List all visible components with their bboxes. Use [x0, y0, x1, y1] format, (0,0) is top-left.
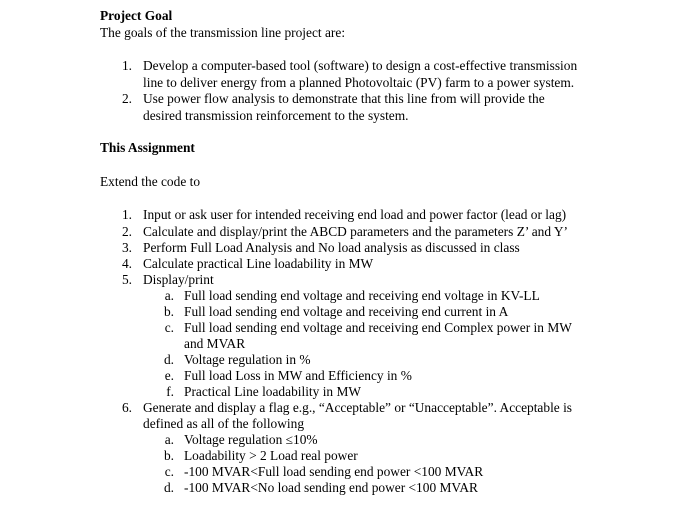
goal-item-2-marker: 2.: [121, 91, 132, 106]
task-6c-text: -100 MVAR<Full load sending end power <100 MVAR: [184, 464, 484, 479]
task-6c-marker: c.: [164, 464, 174, 479]
task-5b-text: Full load sending end voltage and receiving end current in A: [184, 304, 509, 319]
task-6-line-1: Generate and display a flag e.g., “Acceptable” or “Unacceptable”. Acceptable is: [143, 400, 573, 415]
task-6d-text: -100 MVAR<No load sending end power <100 MVAR: [184, 480, 478, 495]
task-6b-marker: b.: [163, 448, 174, 463]
task-5f-text: Practical Line loadability in MW: [184, 384, 362, 399]
goal-item-1-line-1: Develop a computer-based tool (software) to design a cost-effective transmission: [143, 58, 578, 73]
task-4-marker: 4.: [121, 256, 132, 271]
task-6a-text: Voltage regulation ≤10%: [184, 432, 318, 447]
task-5c-marker: c.: [164, 320, 174, 335]
goal-item-1-line-2: line to deliver energy from a planned Photovoltaic (PV) farm to a power system.: [143, 75, 575, 90]
task-3-text: Perform Full Load Analysis and No load analysis as discussed in class: [143, 240, 520, 255]
assignment-heading: This Assignment: [100, 140, 195, 155]
task-6b-text: Loadability > 2 Load real power: [184, 448, 358, 463]
task-5-marker: 5.: [121, 272, 132, 287]
task-5a-text: Full load sending end voltage and receiving end voltage in KV-LL: [184, 288, 540, 303]
task-4-text: Calculate practical Line loadability in MW: [143, 256, 374, 271]
task-5b-marker: b.: [163, 304, 174, 319]
task-5d-marker: d.: [163, 352, 174, 367]
task-5c-line-2: and MVAR: [184, 336, 246, 351]
goal-item-2-line-2: desired transmission reinforcement to the system.: [143, 108, 409, 123]
task-6-marker: 6.: [121, 400, 132, 415]
task-6-line-2: defined as all of the following: [143, 416, 305, 431]
task-5e-marker: e.: [164, 368, 174, 383]
task-5f-marker: f.: [166, 384, 174, 399]
task-6a-marker: a.: [164, 432, 174, 447]
task-5-text: Display/print: [143, 272, 214, 287]
task-2-text: Calculate and display/print the ABCD parameters and the parameters Z’ and Y’: [143, 224, 569, 239]
task-5c-line-1: Full load sending end voltage and receiving end Complex power in MW: [184, 320, 572, 335]
task-5e-text: Full load Loss in MW and Efficiency in %: [184, 368, 412, 383]
task-1-text: Input or ask user for intended receiving end load and power factor (lead or lag): [143, 207, 567, 222]
task-5a-marker: a.: [164, 288, 174, 303]
task-2-marker: 2.: [121, 224, 132, 239]
goal-item-2-line-1: Use power flow analysis to demonstrate that this line from will provide the: [143, 91, 545, 106]
task-5d-text: Voltage regulation in %: [184, 352, 311, 367]
task-6d-marker: d.: [163, 480, 174, 495]
goal-item-1-marker: 1.: [121, 58, 132, 73]
project-goal-intro: The goals of the transmission line project are:: [100, 25, 346, 40]
project-goal-heading: Project Goal: [100, 8, 173, 23]
task-1-marker: 1.: [121, 207, 132, 222]
task-3-marker: 3.: [121, 240, 132, 255]
assignment-intro: Extend the code to: [100, 174, 201, 189]
